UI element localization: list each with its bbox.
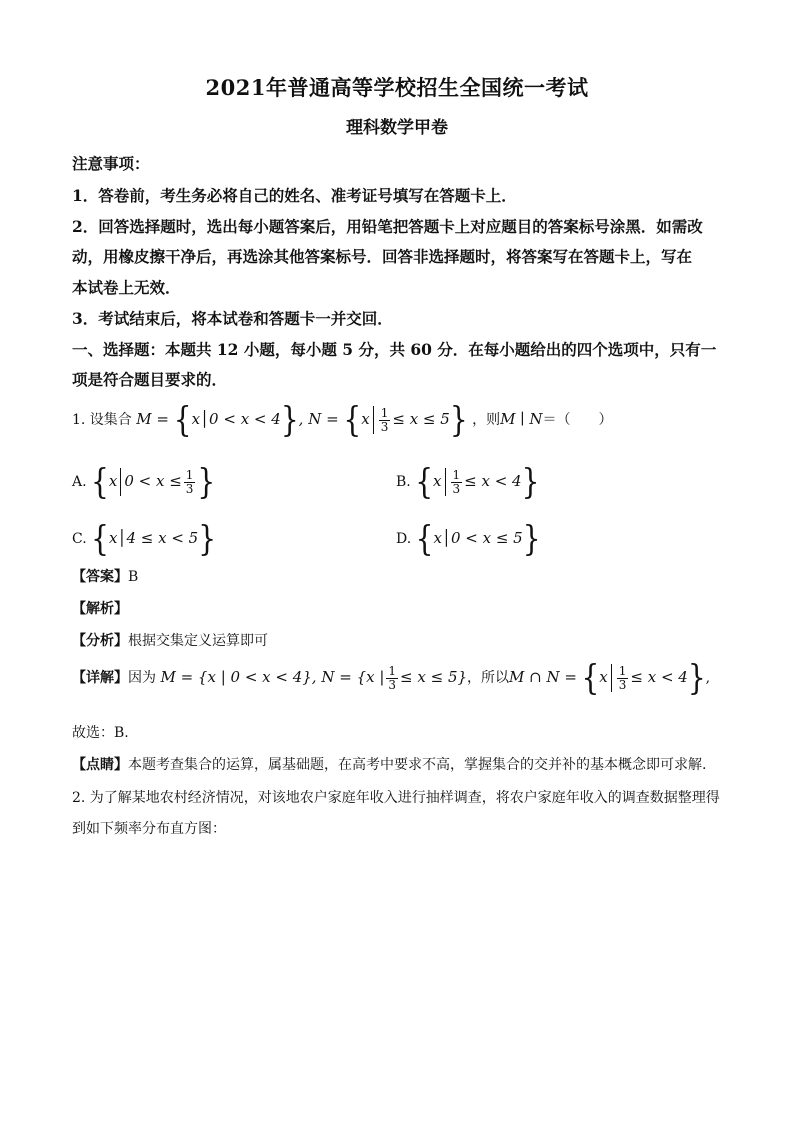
choose-line: 故选：B. [72, 725, 129, 741]
detail-line: 【详解】因为 M = {x | 0 < x < 4}, N = {x | $\frac{1}{3}$ ≤ x ≤ 5}，所以M ∩ N = {x $\frac{1}{3}$ ≤ x < 4}, [72, 656, 711, 698]
option-d: D. {x│0 < x ≤ 5} [396, 517, 541, 559]
fraction: $\frac{1}{3}$ [452, 467, 461, 496]
notice-item-1: 1．答卷前，考生务必将自己的姓名、准考证号填写在答题卡上． [72, 186, 517, 205]
option-c: C. {x│4 ≤ x < 5} [72, 517, 217, 559]
fraction: $\frac{1}{3}$ [185, 467, 194, 496]
option-a: A. {x 0 < x ≤ $\frac{1}{3}$ } [72, 460, 216, 502]
option-b: B. {x $\frac{1}{3}$ ≤ x < 4} [396, 460, 540, 502]
notice-heading: 注意事项： [72, 154, 150, 173]
fraction: $\frac{1}{3}$ [380, 405, 389, 434]
notice-item-3: 3．考试结束后，将本试卷和答题卡一并交回． [72, 309, 393, 328]
exam-subtitle: 理科数学甲卷 [346, 118, 448, 138]
notice-item-2-line-1: 2．回答选择题时，选出每小题答案后，用铅笔把答题卡上对应题目的答案标号涂黑．如需改 [72, 217, 703, 236]
question-1-stem: 1. 设集合 M = {x│0 < x < 4}, N = {x $\frac{1}{3}$ ≤ x ≤ 5} ，则M ∣ N＝（ ） [72, 398, 613, 440]
question-2-line-1: 2. 为了解某地农村经济情况，对该地农户家庭年收入进行抽样调查，将农户家庭年收入的调查数据整理得 [72, 790, 720, 806]
fraction: $\frac{1}{3}$ [388, 663, 397, 692]
fraction: $\frac{1}{3}$ [618, 663, 627, 692]
section-heading-line-2: 项是符合题目要求的． [72, 370, 228, 389]
fenxi-line: 【分析】根据交集定义运算即可 [72, 633, 268, 649]
section-heading-line-1: 一、选择题：本题共 12 小题，每小题 5 分，共 60 分．在每小题给出的四个选项中，只有一 [72, 340, 717, 359]
exam-title: 2021年普通高等学校招生全国统一考试 [205, 75, 589, 100]
question-2-line-2: 到如下频率分布直方图： [72, 821, 226, 837]
notice-item-2-line-3: 本试卷上无效． [72, 278, 181, 297]
review-line: 【点睛】本题考查集合的运算，属基础题，在高考中要求不高，掌握集合的交并补的基本概念即可求解. [72, 757, 707, 773]
answer-line: 【答案】B [72, 569, 139, 585]
analysis-tag: 【解析】 [72, 601, 128, 617]
notice-item-2-line-2: 动，用橡皮擦干净后，再选涂其他答案标号．回答非选择题时，将答案写在答题卡上，写在 [72, 247, 693, 266]
